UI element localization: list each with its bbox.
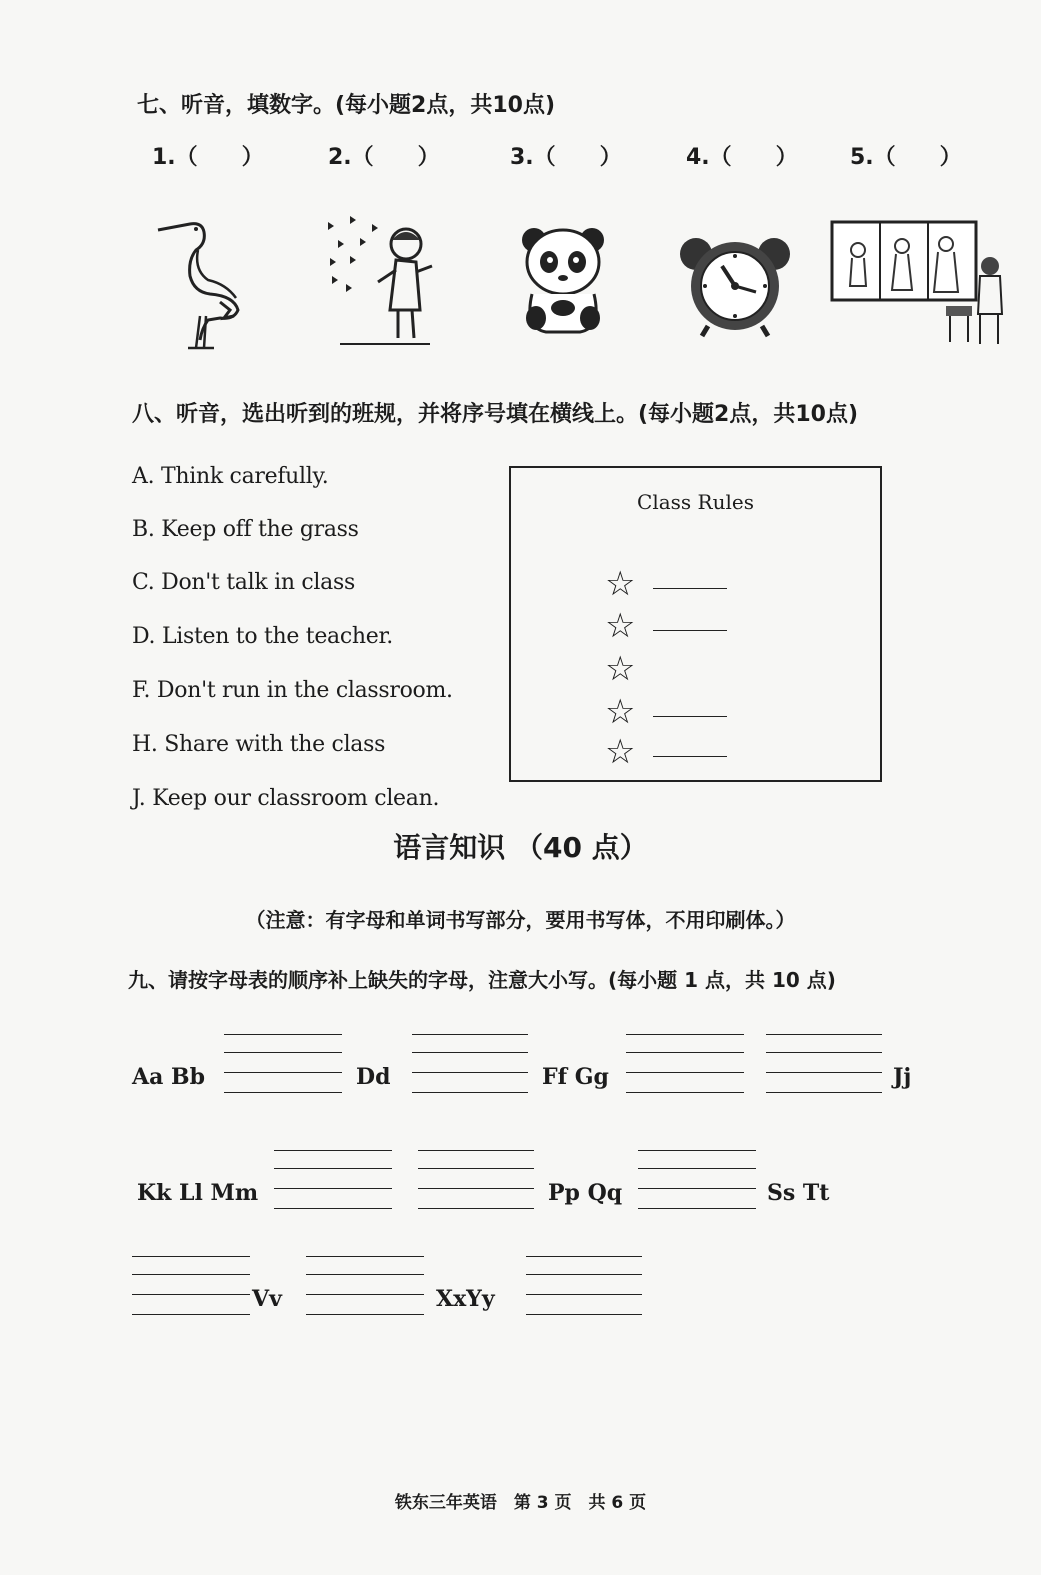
answer-line[interactable] (653, 756, 727, 757)
letters-ff-gg: Ff Gg (542, 1064, 609, 1090)
writing-lines-hh[interactable] (626, 1034, 744, 1096)
star-icon: ☆ (605, 732, 636, 772)
star-icon: ☆ (605, 649, 636, 689)
letters-kk-ll-mm: Kk Ll Mm (137, 1180, 259, 1206)
rule-option-b: B. Keep off the grass (132, 517, 359, 542)
section7-title: 七、听音，填数字。(每小题2点，共10点) (137, 93, 556, 118)
rule-option-c: C. Don't talk in class (132, 570, 355, 595)
alarm-clock-picture (676, 210, 794, 340)
blank-3[interactable]: 3.（ ） (510, 145, 622, 170)
letters-aa-bb: Aa Bb (132, 1064, 205, 1090)
star-icon: ☆ (605, 692, 636, 732)
classroom-scene-picture (830, 210, 1010, 355)
writing-lines-ee[interactable] (412, 1034, 528, 1096)
blank-1[interactable]: 1.（ ） (152, 145, 264, 170)
girl-with-butterflies-picture (320, 210, 440, 355)
blank-2[interactable]: 2.（ ） (328, 145, 440, 170)
writing-lines-uu[interactable] (132, 1256, 250, 1318)
rule-option-h: H. Share with the class (132, 732, 386, 757)
writing-lines-zz[interactable] (526, 1256, 642, 1318)
panda-picture (516, 210, 611, 340)
letters-xx-yy: XxYy (436, 1286, 495, 1312)
letters-ss-tt: Ss Tt (767, 1180, 830, 1206)
answer-line[interactable] (653, 716, 727, 717)
section9-title: 九、请按字母表的顺序补上缺失的字母，注意大小写。(每小题 1 点，共 10 点) (128, 968, 836, 992)
answer-line[interactable] (653, 630, 727, 631)
class-rules-box (509, 466, 882, 782)
writing-note: （注意：有字母和单词书写部分，要用书写体，不用印刷体。） (245, 908, 796, 932)
writing-lines-cc[interactable] (224, 1034, 342, 1096)
writing-lines-rr[interactable] (638, 1150, 756, 1212)
writing-lines-ii[interactable] (766, 1034, 882, 1096)
language-section-title: 语言知识 （40 点） (393, 831, 648, 864)
letters-dd: Dd (356, 1064, 391, 1090)
writing-lines-ww[interactable] (306, 1256, 424, 1318)
rule-option-f: F. Don't run in the classroom. (132, 678, 453, 703)
crane-picture (150, 210, 250, 355)
writing-lines-oo[interactable] (418, 1150, 534, 1212)
blank-4[interactable]: 4.（ ） (686, 145, 798, 170)
class-rules-title: Class Rules (637, 490, 754, 514)
letters-pp-qq: Pp Qq (548, 1180, 623, 1206)
writing-lines-nn[interactable] (274, 1150, 392, 1212)
section8-title: 八、听音，选出听到的班规，并将序号填在横线上。(每小题2点，共10点) (132, 402, 859, 427)
rule-option-a: A. Think carefully. (132, 464, 329, 489)
rule-option-j: J. Keep our classroom clean. (132, 786, 440, 811)
star-icon: ☆ (605, 564, 636, 604)
page-footer: 铁东三年英语 第 3 页 共 6 页 (394, 1493, 647, 1513)
letters-jj: Jj (893, 1064, 912, 1090)
rule-option-d: D. Listen to the teacher. (132, 624, 393, 649)
letters-vv: Vv (252, 1286, 282, 1312)
star-icon: ☆ (605, 606, 636, 646)
answer-line[interactable] (653, 588, 727, 589)
blank-5[interactable]: 5.（ ） (850, 145, 962, 170)
